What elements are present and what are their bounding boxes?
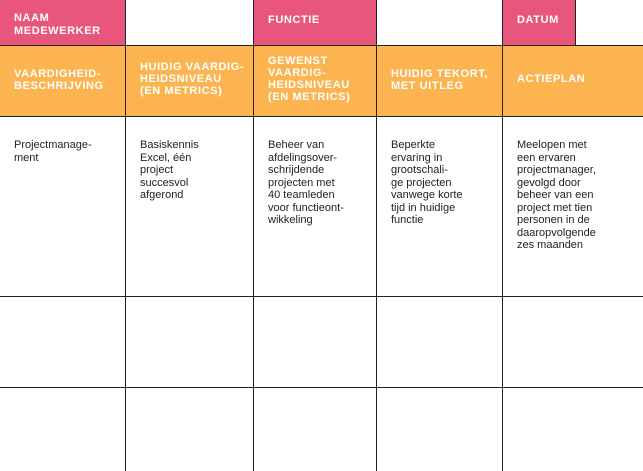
column-header-gewenst-niveau: GEWENST VAARDIG- HEIDSNIVEAU (EN METRICS) bbox=[254, 46, 377, 117]
naam-medewerker-value-field[interactable] bbox=[126, 0, 254, 46]
empty-cell[interactable] bbox=[503, 297, 643, 388]
cell-actieplan[interactable]: Meelopen met een ervaren projectmanager, gevolgd door beheer van een project met tien personen in de daaropvolgende zes maanden bbox=[503, 117, 643, 297]
empty-cell[interactable] bbox=[0, 297, 126, 388]
cell-tekort[interactable]: Beperkte ervaring in grootschali- ge projecten vanwege korte tijd in huidige functie bbox=[377, 117, 503, 297]
cell-gewenst-niveau[interactable]: Beheer van afdelingsover- schrijdende projecten met 40 teamleden voor functieont- wikkeling bbox=[254, 117, 377, 297]
cell-huidig-niveau[interactable]: Basiskennis Excel, één project succesvol afgerond bbox=[126, 117, 254, 297]
empty-cell[interactable] bbox=[254, 388, 377, 471]
empty-cell[interactable] bbox=[126, 388, 254, 471]
functie-header: FUNCTIE bbox=[254, 0, 377, 46]
empty-cell[interactable] bbox=[377, 388, 503, 471]
column-header-actieplan: ACTIEPLAN bbox=[503, 46, 643, 117]
empty-cell[interactable] bbox=[503, 388, 643, 471]
cell-vaardigheid[interactable]: Projectmanage- ment bbox=[0, 117, 126, 297]
datum-header: DATUM bbox=[503, 0, 576, 46]
empty-cell[interactable] bbox=[0, 388, 126, 471]
empty-cell[interactable] bbox=[126, 297, 254, 388]
empty-cell[interactable] bbox=[254, 297, 377, 388]
column-header-tekort: HUIDIG TEKORT, MET UITLEG bbox=[377, 46, 503, 117]
column-header-vaardigheid: VAARDIGHEID- BESCHRIJVING bbox=[0, 46, 126, 117]
empty-cell[interactable] bbox=[377, 297, 503, 388]
naam-medewerker-header: NAAM MEDEWERKER bbox=[0, 0, 126, 46]
functie-value-field[interactable] bbox=[377, 0, 503, 46]
datum-value-field[interactable] bbox=[576, 0, 643, 46]
column-header-huidig-niveau: HUIDIG VAARDIG- HEIDSNIVEAU (EN METRICS) bbox=[126, 46, 254, 117]
